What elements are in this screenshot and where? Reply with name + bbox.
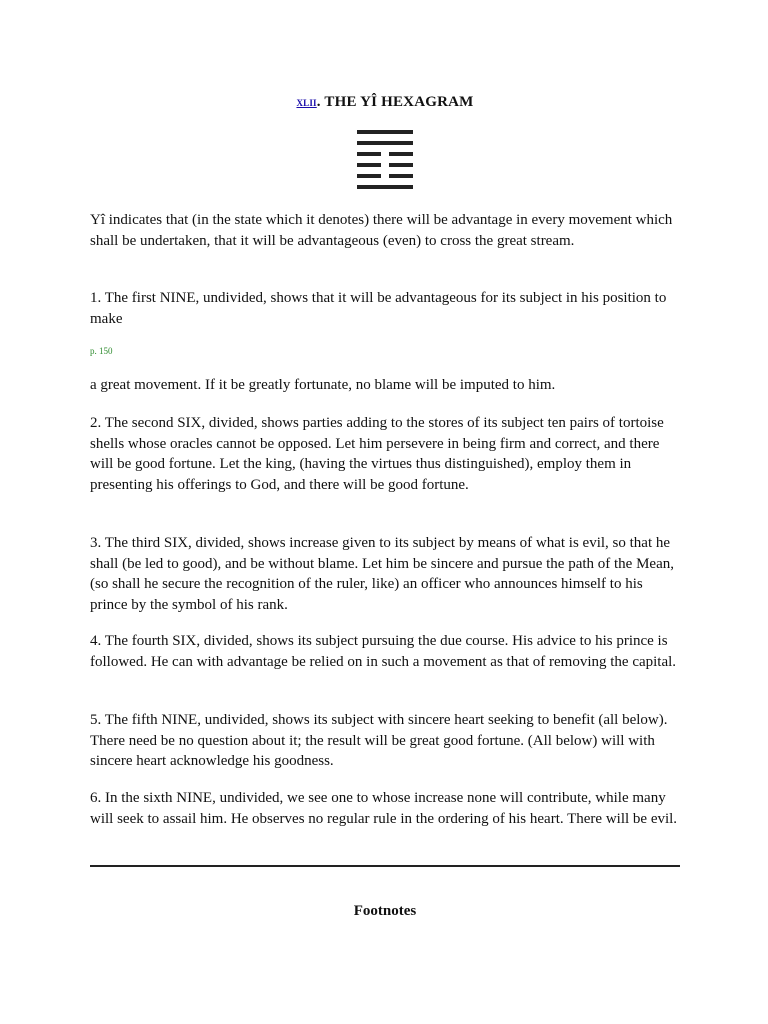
line-4-paragraph: 4. The fourth SIX, divided, shows its subject pursuing the due course. His advice to his prince is followed. He can with advantage be relied on in such a movement as that of removing the capital. xyxy=(90,633,677,670)
line-3-paragraph: 3. The third SIX, divided, shows increase given to its subject by means of what is evil, so that he shall (be led to good), and be without blame. Let him be sincere and pursue the path of the Mean, (so shall he secure the recognition of the ruler, like) an officer who announces himself to his prince by the symbol of his rank. xyxy=(90,535,674,613)
line-2-paragraph: 2. The second SIX, divided, shows parties adding to the stores of its subject ten pairs of tortoise shells whose oracles cannot be opposed. Let him persevere in being firm and correct, and there will be good fortune. Let the king, (having the virtues thus distinguished), employ them in presenting his offerings to God, and there will be good fortune. xyxy=(90,415,664,493)
hexagram-line-1 xyxy=(357,130,413,134)
intro-paragraph: Yî indicates that (in the state which it denotes) there will be advantage in every movement which shall be undertaken, that it will be advantageous (even) to cross the great stream. xyxy=(90,212,673,249)
title-separator: . xyxy=(316,94,321,110)
line-6-paragraph: 6. In the sixth NINE, undivided, we see one to whose increase none will contribute, while many will seek to assail him. He observes no regular rule in the ordering of his heart. There will be evil. xyxy=(90,790,678,827)
footnotes-heading: Footnotes xyxy=(353,903,417,919)
horizontal-rule xyxy=(90,865,680,867)
hexagram-line-6 xyxy=(357,185,413,189)
hexagram-line-3 xyxy=(357,152,413,156)
hexagram-icon xyxy=(357,130,413,192)
line-1-paragraph-part1: 1. The first NINE, undivided, shows that it will be advantageous for its subject in his position to make xyxy=(90,290,667,327)
chapter-number-link[interactable]: XLII xyxy=(296,98,317,108)
chapter-title xyxy=(90,94,680,111)
hexagram-line-4 xyxy=(357,163,413,167)
page-reference: p. 150 xyxy=(90,346,113,356)
line-5-paragraph: 5. The fifth NINE, undivided, shows its subject with sincere heart seeking to benefit (all below). There need be no question about it; the result will be great good fortune. (All below) will with sincere heart acknowledge his goodness. xyxy=(90,712,668,769)
hexagram-line-5 xyxy=(357,174,413,178)
hexagram-line-2 xyxy=(357,141,413,145)
title-text: THE YÎ HEXAGRAM xyxy=(324,94,474,110)
line-1-paragraph-part2: a great movement. If it be greatly fortunate, no blame will be imputed to him. xyxy=(90,377,556,393)
